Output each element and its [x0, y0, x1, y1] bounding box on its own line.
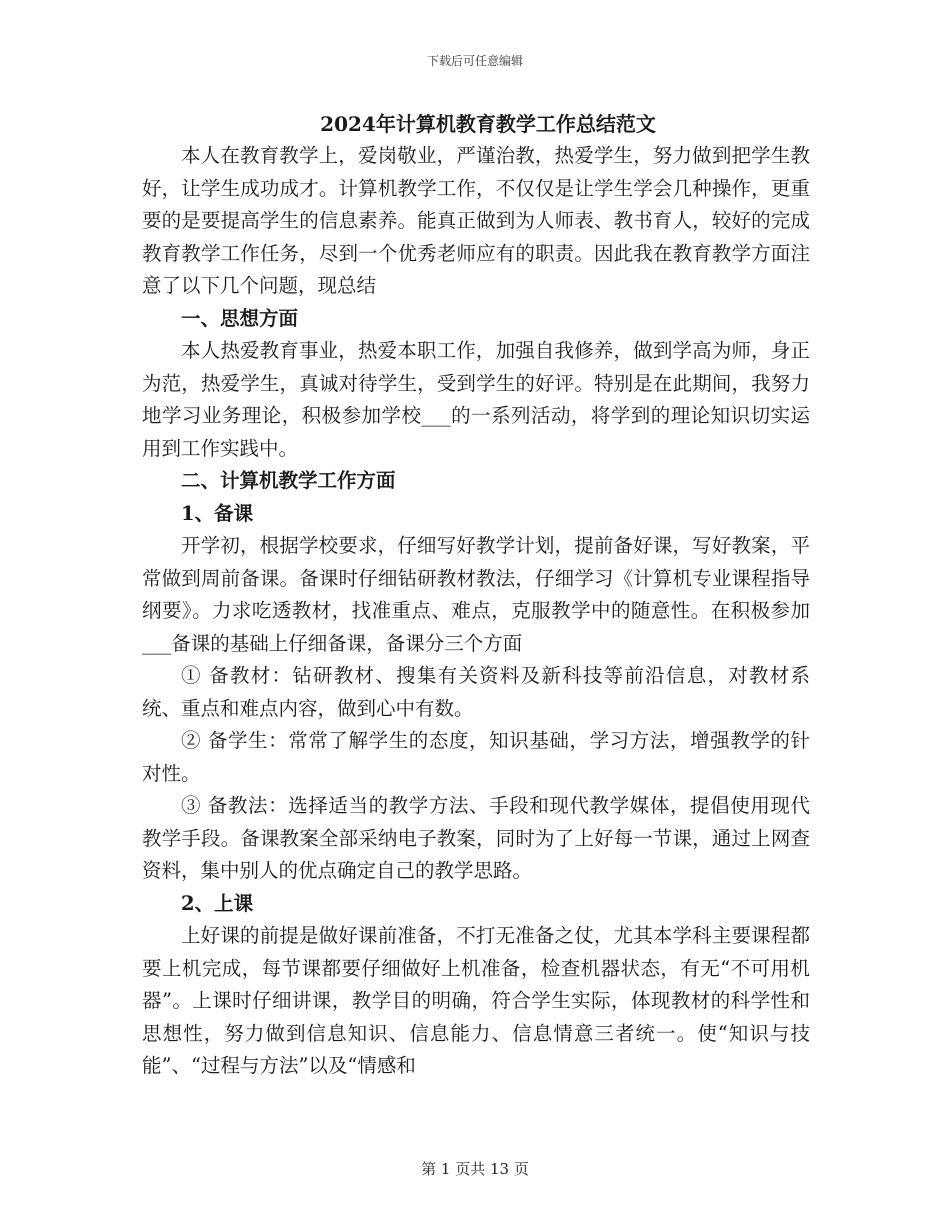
document-title: 2024年计算机教育教学工作总结范文: [320, 112, 656, 136]
subsection2-paragraph: 上好课的前提是做好课前准备，不打无准备之仗，尤其本学科主要课程都要上机完成，每节课都要仔细做好上机准备，检查机器状态，有无“不可用机器”。上课时仔细讲课，教学目的明确，符合学生实际，体现教材的科学性和思想性，努力做到信息知识、信息能力、信息情意三者统一。使“知识与技能”、“过程与方法”以及“情感和: [142, 924, 810, 1077]
page-number: 第 1 页共 13 页: [421, 1160, 529, 1178]
subsection1-heading: 1、备课: [181, 501, 254, 525]
document-body: [142, 108, 810, 1083]
section2-heading: 二、计算机教学工作方面: [181, 469, 396, 492]
list-item-materials: ① 备教材：钻研教材、搜集有关资料及新科技等前沿信息，对教材系统、重点和难点内容，做到心中有数。: [142, 664, 810, 720]
list-item-methods: ③ 备教法：选择适当的教学方法、手段和现代教学媒体，提倡使用现代教学手段。备课教案全部采纳电子教案，同时为了上好每一节课，通过上网查资料，集中别人的优点确定自己的教学思路。: [142, 794, 810, 882]
subsection1-paragraph: 开学初，根据学校要求，仔细写好教学计划，提前备好课，写好教案，平常做到周前备课。备课时仔细钻研教材教法，仔细学习《计算机专业课程指导纲要》。力求吃透教材，找准重点、难点，克服教学中的随意性。在积极参加___备课的基础上仔细备课，备课分三个方面: [142, 534, 810, 655]
section1-heading: 一、思想方面: [181, 306, 299, 330]
list-item-students: ② 备学生：常常了解学生的态度，知识基础，学习方法，增强教学的针对性。: [142, 729, 810, 785]
subsection2-heading: 2、上课: [181, 891, 254, 915]
intro-paragraph: 本人在教育教学上，爱岗敬业，严谨治教，热爱学生，努力做到把学生教好，让学生成功成才。计算机教学工作，不仅仅是让学生学会几种操作，更重要的是要提高学生的信息素养。能真正做到为人师表、教书育人，较好的完成教育教学工作任务，尽到一个优秀老师应有的职责。因此我在教育教学方面注意了以下几个问题，现总结: [142, 144, 810, 297]
page-header-note: 下载后可任意编辑: [426, 54, 523, 68]
section1-paragraph: 本人热爱教育事业，热爱本职工作，加强自我修养，做到学高为师，身正为范，热爱学生，真诚对待学生，受到学生的好评。特别是在此期间，我努力地学习业务理论，积极参加学校___的一系列活动，将学到的理论知识切实运用到工作实践中。: [142, 339, 810, 460]
